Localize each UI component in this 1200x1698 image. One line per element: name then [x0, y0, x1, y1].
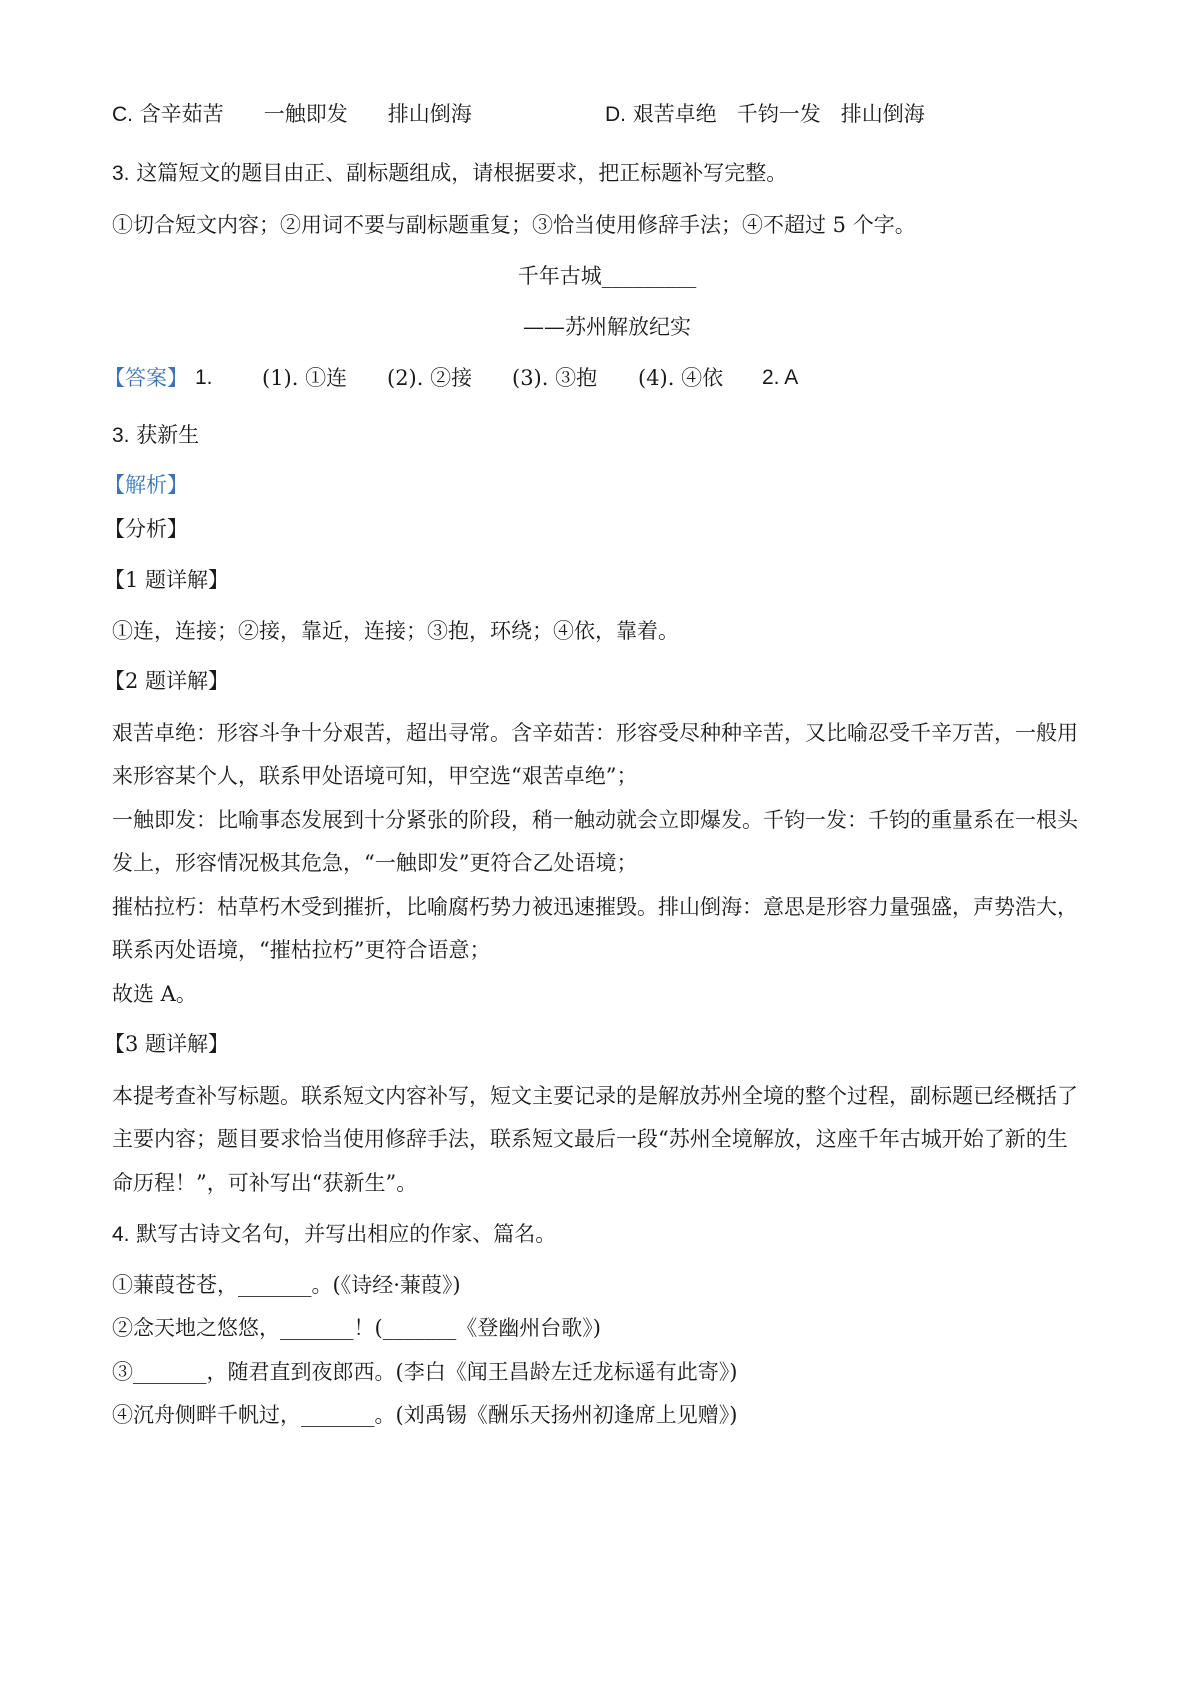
q4-line: ②念天地之悠悠，_______！(_______《登幽州台歌》): [112, 1316, 601, 1340]
answer-q2: 2. A: [762, 366, 799, 389]
q4-line: ①蒹葭苍苍，_______。(《诗经·蒹葭》): [112, 1273, 461, 1297]
option-c-letter: C.: [112, 103, 133, 126]
detail-3-line: 主要内容；题目要求恰当使用修辞手法，联系短文最后一段“苏州全境解放，这座千年古城开始了新的生: [112, 1127, 1068, 1151]
question-3-number: 3.: [112, 162, 130, 185]
answer-row: [104, 364, 812, 392]
fenxi-heading: 【分析】: [104, 517, 188, 541]
question-3-prompt: 这篇短文的题目由正、副标题组成，请根据要求，把正标题补写完整。: [136, 161, 788, 185]
detail-2-heading: 【2 题详解】: [104, 669, 230, 693]
detail-3-heading: 【3 题详解】: [104, 1032, 230, 1056]
detail-1-text: ①连，连接；②接，靠近，连接；③抱，环绕；④依，靠着。: [112, 619, 679, 643]
q4-line: ③_______，随君直到夜郎西。(李白《闻王昌龄左迁龙标遥有此寄》): [112, 1360, 738, 1384]
detail-2-line: 来形容某个人，联系甲处语境可知，甲空选“艰苦卓绝”；: [112, 764, 638, 788]
answer-item-2: (2). ②接: [387, 366, 473, 390]
detail-2-line: 摧枯拉朽：枯草朽木受到摧折，比喻腐朽势力被迅速摧毁。排山倒海：意思是形容力量强盛，声势浩大，: [112, 895, 1078, 919]
answer-q3-number: 3.: [112, 424, 130, 447]
option-d: [605, 100, 925, 129]
answer-tag: 【答案】: [104, 366, 188, 390]
subtitle: ——苏州解放纪实: [523, 315, 691, 339]
question-4: [112, 1220, 556, 1249]
detail-3-line: 命历程！”，可补写出“获新生”。: [112, 1171, 418, 1195]
answer-q3-text: 获新生: [136, 423, 200, 447]
detail-1-heading: 【1 题详解】: [104, 568, 230, 592]
option-d-text: 艰苦卓绝 千钧一发 排山倒海: [632, 102, 925, 126]
q4-line: ④沉舟侧畔千帆过，_______。(刘禹锡《酬乐天扬州初逢席上见赠》): [112, 1403, 738, 1427]
question-4-prompt: 默写古诗文名句，并写出相应的作家、篇名。: [136, 1222, 557, 1246]
main-title-blank: 千年古城_________: [517, 264, 697, 288]
question-4-number: 4.: [112, 1223, 130, 1246]
detail-2-line: 故选 A。: [112, 982, 197, 1006]
answer-q3: [112, 421, 199, 450]
detail-2-line: 艰苦卓绝：形容斗争十分艰苦，超出寻常。含辛茹苦：形容受尽种种辛苦，又比喻忍受千辛万苦，一般用: [112, 721, 1078, 745]
option-d-letter: D.: [605, 103, 626, 126]
answer-item-3: (3). ③抱: [512, 366, 598, 390]
detail-2-line: 发上，形容情况极其危急，“一触即发”更符合乙处语境；: [112, 851, 638, 875]
analysis-tag: 【解析】: [104, 473, 188, 497]
question-3-requirements: ①切合短文内容；②用词不要与副标题重复；③恰当使用修辞手法；④不超过 5 个字。: [112, 213, 916, 237]
answer-q1-number: 1.: [195, 366, 213, 389]
answer-item-1: (1). ①连: [262, 366, 348, 390]
question-3: [112, 159, 787, 188]
detail-3-line: 本提考查补写标题。联系短文内容补写，短文主要记录的是解放苏州全境的整个过程，副标题已经概括了: [112, 1084, 1078, 1108]
answer-item-4: (4). ④依: [638, 366, 724, 390]
detail-2-line: 联系丙处语境，“摧枯拉朽”更符合语意；: [112, 938, 491, 962]
option-row-cd: [112, 100, 925, 129]
option-c-text: 含辛茹苦 一触即发 排山倒海: [139, 102, 472, 126]
detail-2-line: 一触即发：比喻事态发展到十分紧张的阶段，稍一触动就会立即爆发。千钧一发：千钧的重量系在一根头: [112, 808, 1078, 832]
